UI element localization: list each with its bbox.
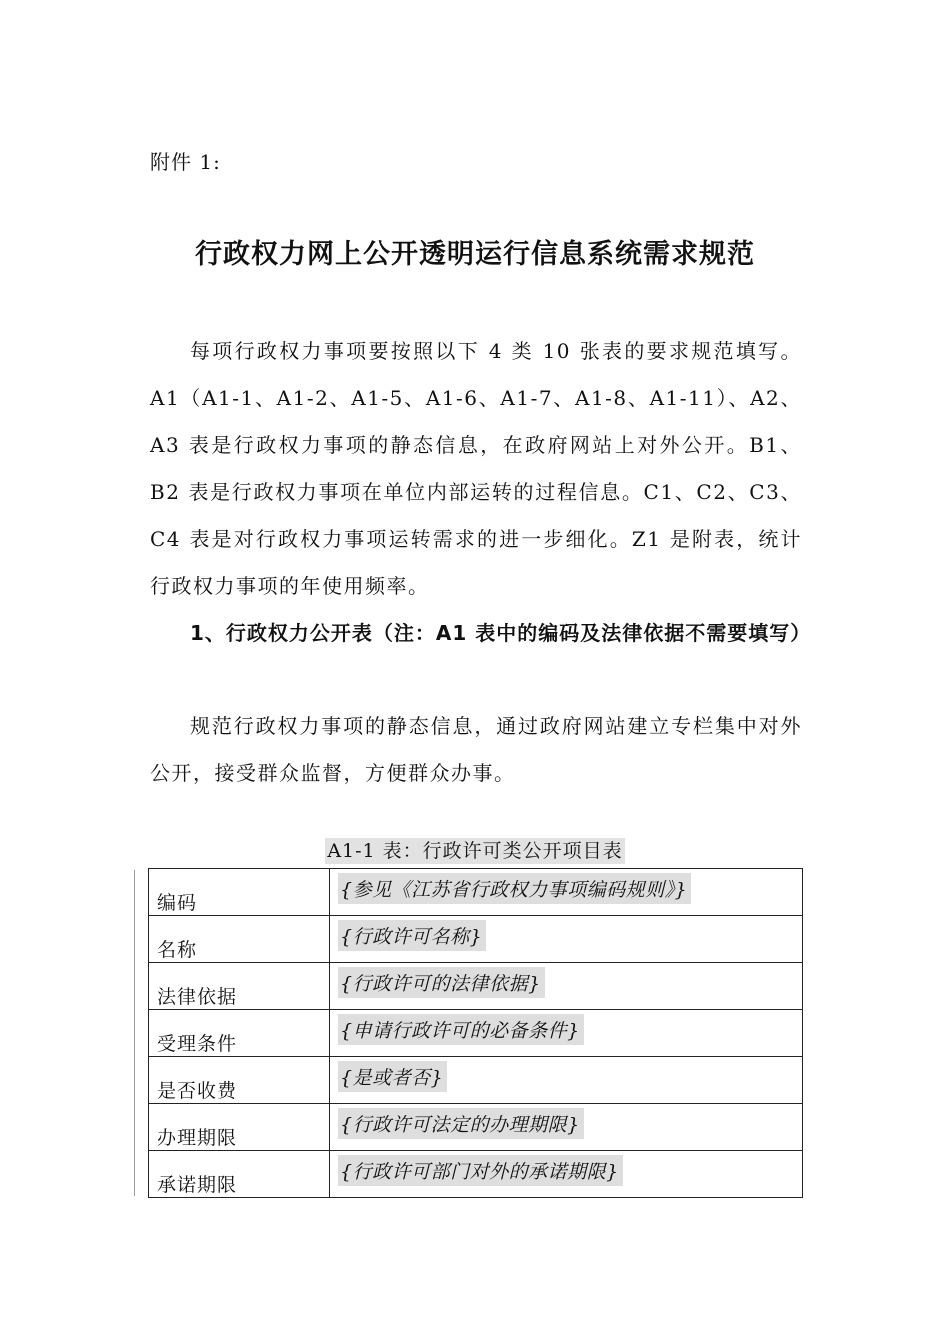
table-row — [149, 1151, 803, 1198]
row-label: 承诺期限 — [149, 1151, 330, 1198]
table-row — [149, 869, 803, 916]
attachment-label: 附件 1: — [150, 150, 221, 174]
row-value: {行政许可部门对外的承诺期限} — [338, 1155, 623, 1186]
table-caption — [0, 836, 950, 863]
document-title: 行政权力网上公开透明运行信息系统需求规范 — [195, 239, 755, 270]
table-row — [149, 916, 803, 963]
row-label: 法律依据 — [149, 963, 330, 1010]
row-label: 受理条件 — [149, 1010, 330, 1057]
row-value-cell — [330, 1151, 803, 1198]
table-row — [149, 1104, 803, 1151]
row-label: 编码 — [149, 869, 330, 916]
section-heading: 1、行政权力公开表（注：A1 表中的编码及法律依据不需要填写） — [190, 621, 812, 645]
row-value: {是或者否} — [338, 1061, 447, 1092]
row-value: {行政许可的法律依据} — [338, 967, 545, 998]
items-table — [148, 868, 803, 1198]
row-value-cell — [330, 963, 803, 1010]
section-description: 规范行政权力事项的静态信息，通过政府网站建立专栏集中对外公开，接受群众监督，方便群众办事。 — [150, 714, 802, 785]
row-value-cell — [330, 916, 803, 963]
table-caption-text: A1-1 表：行政许可类公开项目表 — [327, 840, 623, 862]
row-value: {行政许可名称} — [338, 920, 486, 951]
row-value: {参见《江苏省行政权力事项编码规则》} — [338, 873, 691, 904]
row-label: 是否收费 — [149, 1057, 330, 1104]
row-value: {申请行政许可的必备条件} — [338, 1014, 584, 1045]
row-value-cell — [330, 869, 803, 916]
row-value-cell — [330, 1104, 803, 1151]
row-value-cell — [330, 1057, 803, 1104]
intro-paragraph: 每项行政权力事项要按照以下 4 类 10 张表的要求规范填写。A1（A1-1、A1-2、A1-5、A1-6、A1-7、A1-8、A1-11）、A2、A3 表是行政权力事项的静态信息，在政府网站上对外公开。B1、B2 表是行政权力事项在单位内部运转的过程信息。C1、C2、C3、C4 表是对行政权力事项运转需求的进一步细化。Z1 是附表，统计行政权力事项的年使用频率。 — [150, 339, 802, 598]
margin-rule — [134, 870, 135, 1196]
row-value-cell — [330, 1010, 803, 1057]
table-row — [149, 963, 803, 1010]
table-row — [149, 1057, 803, 1104]
row-label: 名称 — [149, 916, 330, 963]
row-label: 办理期限 — [149, 1104, 330, 1151]
row-value: {行政许可法定的办理期限} — [338, 1108, 584, 1139]
table-row — [149, 1010, 803, 1057]
